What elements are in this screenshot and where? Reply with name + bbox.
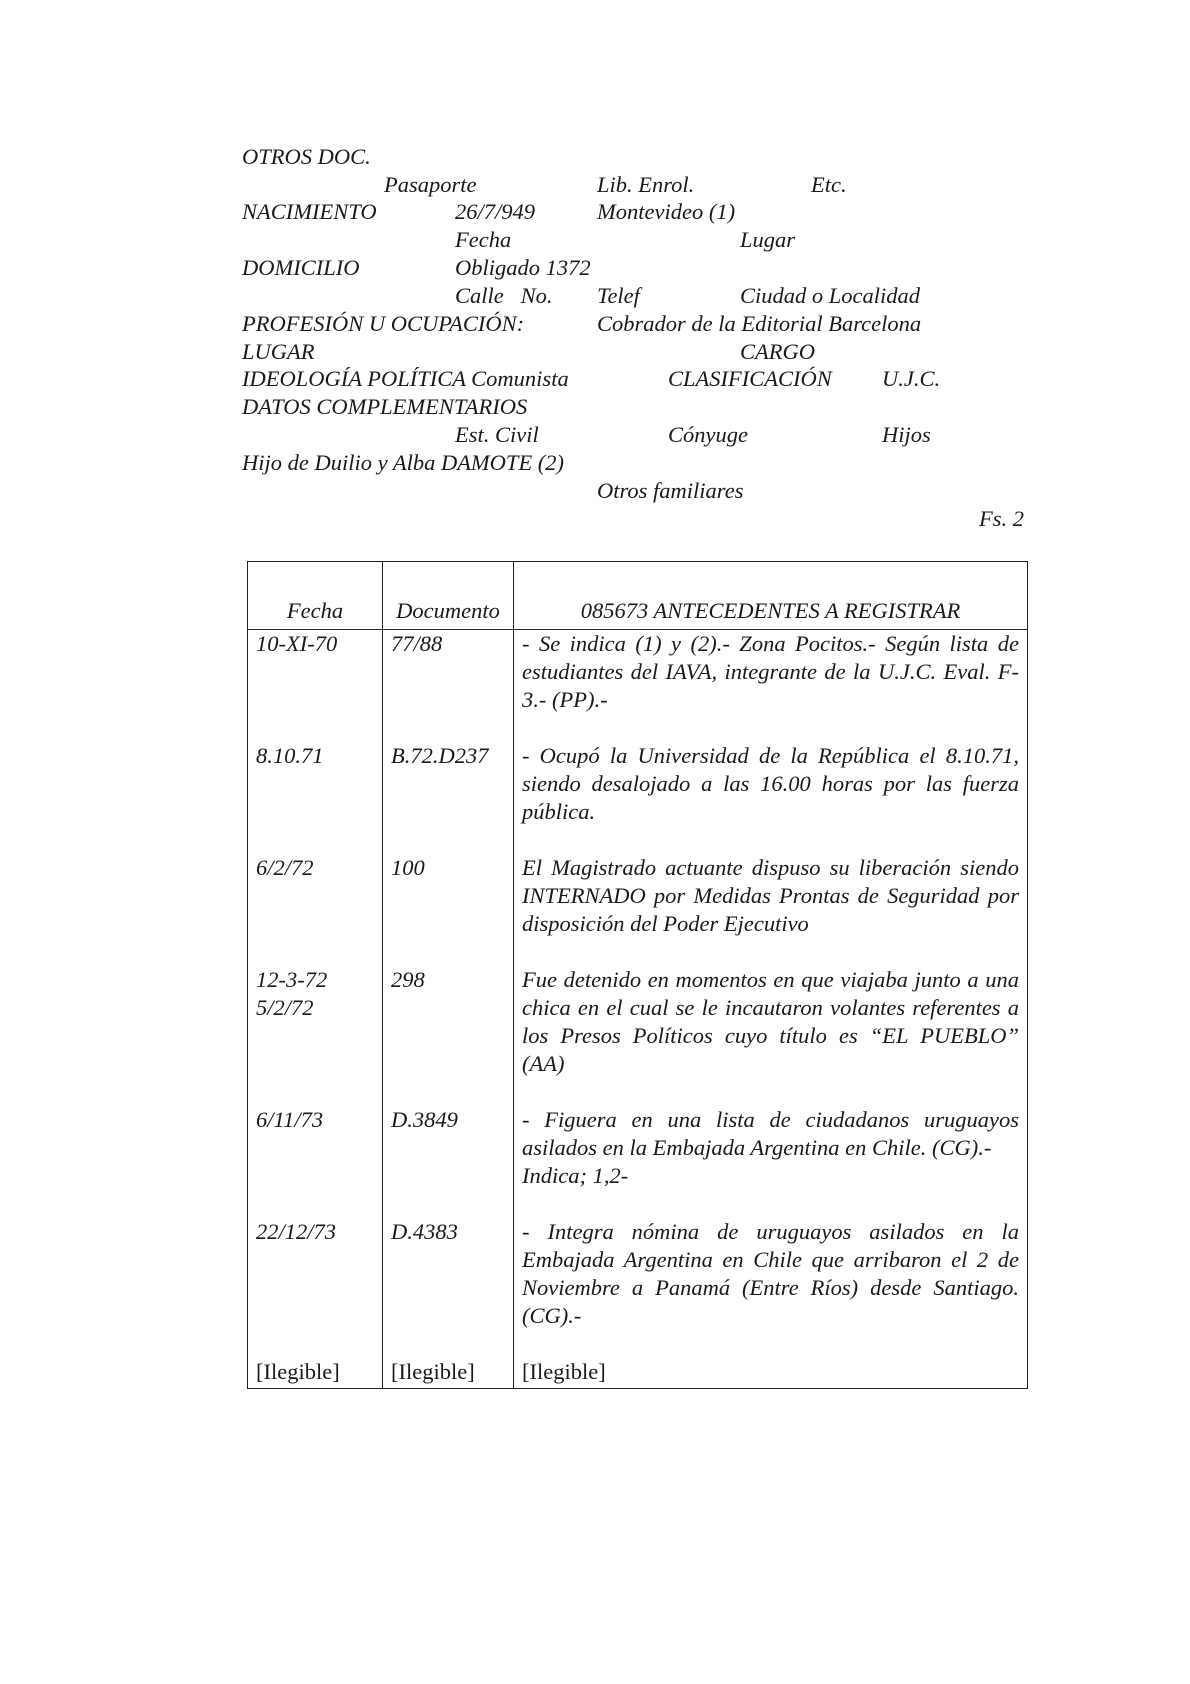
- hijo-de-text: Hijo de Duilio y Alba DAMOTE (2): [242, 450, 565, 475]
- pasaporte-caption: Pasaporte: [384, 172, 477, 197]
- nacimiento-fecha: 26/7/949: [455, 199, 536, 224]
- antecedente-cell: [Ilegible]: [514, 1358, 1028, 1389]
- fecha-value: 8.10.71: [256, 743, 324, 768]
- nacimiento-lugar: Montevideo (1): [597, 199, 736, 224]
- antecedente-text: - Figuera en una lista de ciudadanos uruguayos asilados en la Embajada Argentina en Chile. (CG).-: [522, 1107, 1019, 1160]
- fecha-cell: [Ilegible]: [248, 1358, 383, 1389]
- domicilio-label: DOMICILIO: [242, 255, 360, 280]
- antecedente-text: - Se indica (1) y (2).- Zona Pocitos.- Según lista de estudiantes del IAVA, integrante de la U.J.C. Eval. F-3.- (PP).-: [522, 631, 1019, 712]
- documento-cell: D.3849: [383, 1106, 514, 1218]
- lugar-caption: Lugar: [740, 227, 796, 252]
- table-row: [248, 742, 1028, 854]
- col-documento-header: Documento: [383, 562, 514, 630]
- otros-doc-label: OTROS DOC.: [242, 144, 371, 169]
- fecha-cell: [248, 1218, 383, 1358]
- fecha-cell: [248, 742, 383, 854]
- table-row: [248, 854, 1028, 966]
- folio-number: Fs. 2: [979, 506, 1024, 531]
- col-fecha-header: Fecha: [248, 562, 383, 630]
- datos-label: DATOS COMPLEMENTARIOS: [242, 394, 528, 419]
- profesion-label: PROFESIÓN U OCUPACIÓN:: [242, 311, 525, 336]
- table-header-row: [248, 562, 1028, 630]
- antecedente-cell: [514, 854, 1028, 966]
- documento-cell: 298: [383, 966, 514, 1106]
- calle-caption: Calle No.: [455, 283, 553, 308]
- fecha-cell: [248, 1106, 383, 1218]
- telef-caption: Telef: [597, 283, 640, 308]
- documento-cell: 77/88: [383, 630, 514, 743]
- otros-familiares-caption: Otros familiares: [597, 478, 744, 503]
- fecha-value: 12-3-72: [256, 967, 328, 992]
- documento-cell: D.4383: [383, 1218, 514, 1358]
- table-row: [248, 1218, 1028, 1358]
- table-row-illegible: [248, 1358, 1028, 1389]
- antecedente-cell: [514, 1218, 1028, 1358]
- etc-caption: Etc.: [811, 172, 847, 197]
- antecedente-cell: [514, 742, 1028, 854]
- fecha-value: 10-XI-70: [256, 631, 338, 656]
- antecedentes-table: [247, 561, 1028, 1389]
- antecedente-text: - Integra nómina de uruguayos asilados en la Embajada Argentina en Chile que arribaron el 2 de Noviembre a Panamá (Entre Ríos) desde Santiago. (CG).-: [522, 1219, 1019, 1328]
- fecha-secondary-value: 5/2/72: [256, 995, 314, 1020]
- fecha-value: 6/11/73: [256, 1107, 324, 1132]
- fecha-cell: [248, 630, 383, 743]
- antecedente-cell: [514, 1106, 1028, 1218]
- fecha-value: 22/12/73: [256, 1219, 337, 1244]
- domicilio-value: Obligado 1372: [455, 255, 591, 280]
- fecha-caption: Fecha: [455, 227, 512, 252]
- antecedente-cell: [514, 966, 1028, 1106]
- clasificacion-label: CLASIFICACIÓN: [668, 366, 832, 391]
- nacimiento-label: NACIMIENTO: [242, 199, 377, 224]
- documento-cell: B.72.D237: [383, 742, 514, 854]
- ideologia-label: IDEOLOGÍA POLÍTICA Comunista: [242, 366, 569, 391]
- antecedente-note: Indica; 1,2-: [522, 1163, 629, 1188]
- hijos-caption: Hijos: [882, 422, 931, 447]
- table-row: [248, 1106, 1028, 1218]
- fecha-value: 6/2/72: [256, 855, 314, 880]
- est-civil-caption: Est. Civil: [455, 422, 539, 447]
- lib-enrol-caption: Lib. Enrol.: [597, 172, 695, 197]
- ciudad-caption: Ciudad o Localidad: [740, 283, 921, 308]
- antecedente-text: - Ocupó la Universidad de la República el 8.10.71, siendo desalojado a las 16.00 horas por las fuerza pública.: [522, 743, 1019, 824]
- antecedente-text: El Magistrado actuante dispuso su liberación siendo INTERNADO por Medidas Prontas de Seguridad por disposición del Poder Ejecutivo: [522, 855, 1019, 936]
- clasificacion-value: U.J.C.: [882, 366, 941, 391]
- profesion-value: Cobrador de la Editorial Barcelona: [597, 311, 922, 336]
- cargo-label: CARGO: [740, 339, 815, 364]
- documento-cell: [Ilegible]: [383, 1358, 514, 1389]
- antecedente-text: Fue detenido en momentos en que viajaba junto a una chica en el cual se le incautaron volantes referentes a los Presos Políticos cuyo título es “EL PUEBLO” (AA): [522, 967, 1019, 1076]
- col-antecedentes-header: 085673 ANTECEDENTES A REGISTRAR: [514, 562, 1028, 630]
- lugar-label: LUGAR: [242, 339, 315, 364]
- conyuge-caption: Cónyuge: [668, 422, 748, 447]
- fecha-cell: [248, 966, 383, 1106]
- antecedente-cell: [514, 630, 1028, 743]
- table-row: [248, 630, 1028, 743]
- table-row: [248, 966, 1028, 1106]
- fecha-cell: [248, 854, 383, 966]
- documento-cell: 100: [383, 854, 514, 966]
